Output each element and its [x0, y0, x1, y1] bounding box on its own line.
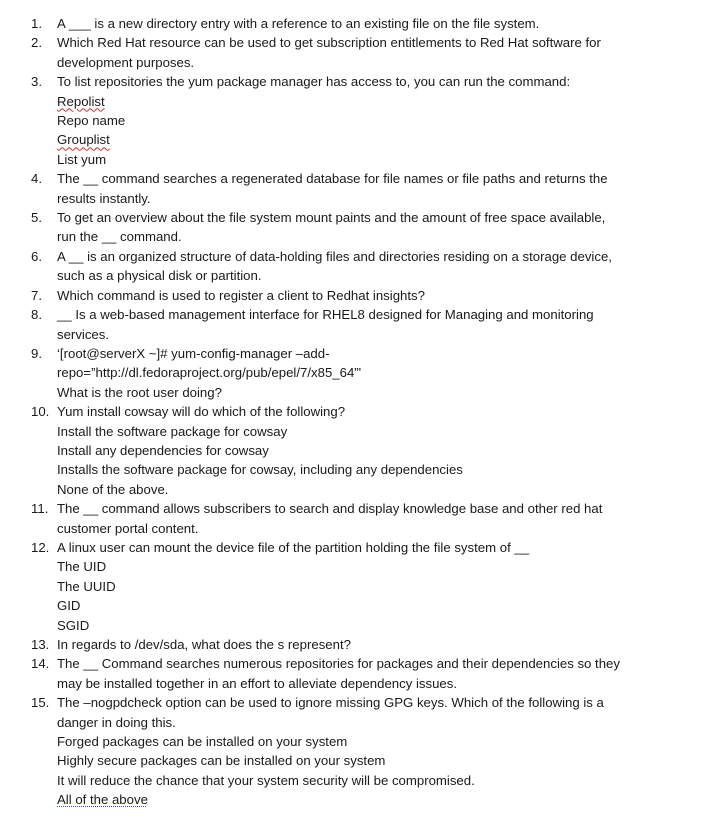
question-text: __ Is a web-based management interface for RHEL8 designed for Managing and monitoring [57, 307, 594, 323]
question-text: customer portal content. [57, 520, 199, 536]
answer-option: Installs the software package for cowsay, including any dependencies [57, 462, 463, 478]
question-8 [0, 305, 703, 344]
question-15 [0, 693, 703, 732]
question-text: services. [57, 326, 110, 342]
question-4 [0, 169, 703, 208]
answer-option: Highly secure packages can be installed on your system [57, 753, 386, 769]
answer-option: List yum [57, 151, 107, 167]
question-12 [0, 538, 703, 557]
question-number: 12. [31, 539, 50, 555]
question-number: 10. [31, 404, 50, 420]
question-text: The –nogpdcheck option can be used to ignore missing GPG keys. Which of the following is a [57, 695, 604, 711]
question-text: results instantly. [57, 190, 151, 206]
question-number: 4. [31, 171, 42, 187]
question-text: danger in doing this. [57, 714, 176, 730]
question-text: Yum install cowsay will do which of the following? [57, 404, 346, 420]
question-text: may be installed together in an effort to alleviate dependency issues. [57, 675, 458, 691]
question-number: 7. [31, 287, 42, 303]
answer-option: Grouplist [57, 132, 110, 148]
question-number: 9. [31, 345, 42, 361]
answer-option: GID [57, 598, 81, 614]
question-5 [0, 208, 703, 247]
question-number: 15. [31, 695, 50, 711]
question-number: 14. [31, 656, 50, 672]
question-number: 1. [31, 16, 42, 31]
question-text: development purposes. [57, 54, 195, 70]
question-text: run the __ command. [57, 229, 182, 245]
question-text: To list repositories the yum package manager has access to, you can run the command: [57, 74, 571, 90]
question-text: In regards to /dev/sda, what does the s represent? [57, 637, 351, 652]
question-number: 5. [31, 210, 42, 226]
question-number: 6. [31, 248, 42, 264]
question-2 [0, 33, 703, 72]
answer-option: Forged packages can be installed on your system [57, 734, 348, 750]
answer-option: All of the above [57, 792, 148, 808]
question-number: 2. [31, 35, 42, 51]
question-text: To get an overview about the file system mount paints and the amount of free space available, [57, 210, 606, 226]
question-number: 13. [31, 637, 50, 652]
question-text: What is the root user doing? [57, 384, 222, 400]
question-text: A __ is an organized structure of data-holding files and directories residing on a storage device, [57, 248, 612, 264]
answer-option: None of the above. [57, 481, 169, 497]
answer-option: Install any dependencies for cowsay [57, 442, 269, 458]
answer-option: SGID [57, 617, 90, 633]
question-3 [0, 72, 703, 91]
answer-option: Repolist [57, 93, 105, 109]
question-6 [0, 247, 703, 286]
question-text: A ___ is a new directory entry with a reference to an existing file on the file system. [57, 16, 540, 31]
question-text: The __ command searches a regenerated database for file names or file paths and returns the [57, 171, 608, 187]
question-text: A linux user can mount the device file of the partition holding the file system of __ [57, 539, 530, 555]
answer-option: Install the software package for cowsay [57, 423, 288, 439]
question-9 [0, 344, 703, 402]
question-14 [0, 654, 703, 693]
question-text: Which Red Hat resource can be used to get subscription entitlements to Red Hat software for [57, 35, 601, 51]
question-text: such as a physical disk or partition. [57, 268, 262, 284]
question-11 [0, 499, 703, 538]
question-10 [0, 402, 703, 421]
answer-option: Repo name [57, 113, 126, 129]
answer-option: The UID [57, 559, 107, 575]
question-number: 3. [31, 74, 42, 90]
question-13 [0, 635, 703, 654]
answer-option: It will reduce the chance that your system security will be compromised. [57, 772, 475, 788]
question-text: Which command is used to register a client to Redhat insights? [57, 287, 425, 303]
answer-option: The UUID [57, 578, 116, 594]
question-7 [0, 286, 703, 305]
question-text: ‘[root@serverX ~]# yum-config-manager –add- [57, 345, 330, 361]
question-1 [0, 14, 703, 33]
question-number: 11. [31, 501, 49, 517]
question-number: 8. [31, 307, 42, 323]
question-text: The __ command allows subscribers to search and display knowledge base and other red hat [57, 501, 603, 517]
question-text: The __ Command searches numerous repositories for packages and their dependencies so they [57, 656, 620, 672]
question-text: repo=”http://dl.fedoraproject.org/pub/epel/7/x85_64”' [57, 365, 362, 381]
